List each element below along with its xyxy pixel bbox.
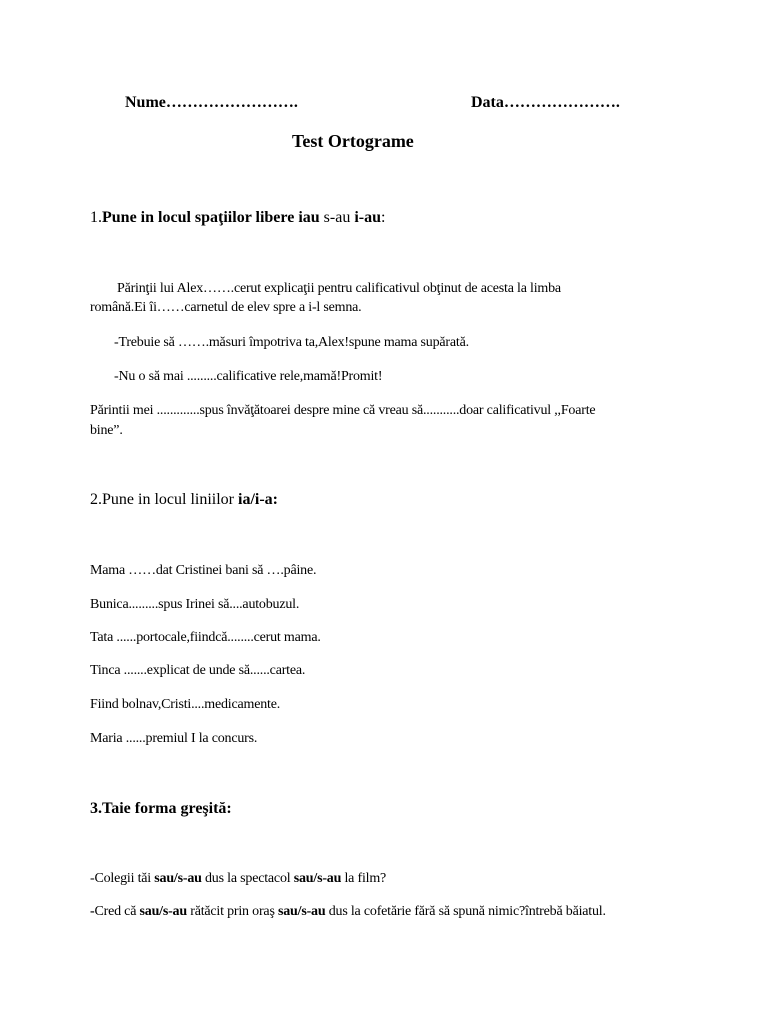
- section1-heading: [90, 209, 385, 227]
- choice-sau-s-au: sau/s-au: [154, 871, 202, 886]
- exercise3-line1: [90, 871, 386, 887]
- exercise1-line4: -Nu o să mai .........calificative rele,mamă!Promit!: [114, 369, 383, 384]
- name-blank: …………………….: [165, 94, 298, 111]
- exercise3-text: rătăcit prin oraş: [186, 904, 278, 919]
- exercise2-line: Tinca .......explicat de unde să......cartea.: [90, 663, 306, 678]
- exercise2-line: Tata ......portocale,fiindcă........cerut mama.: [90, 630, 321, 645]
- exercise2-line: Mama ……dat Cristinei bani să ….pâine.: [90, 563, 317, 578]
- exercise3-line2: [90, 904, 606, 920]
- option-s-au: s-au: [319, 209, 355, 226]
- exercise1-line5: Părintii mei .............spus învăţătoarei despre mine că vreau să...........doar calificativul ,,Foarte: [90, 403, 596, 418]
- choice-sau-s-au: sau/s-au: [278, 904, 326, 919]
- name-field: [125, 94, 298, 112]
- exercise2-line: Bunica.........spus Irinei să....autobuzul.: [90, 597, 300, 612]
- section1-number: 1.: [90, 209, 102, 226]
- exercise2-line: Maria ......premiul I la concurs.: [90, 731, 258, 746]
- exercise3-text: Cred că: [94, 904, 140, 919]
- section3-heading: 3.Taie forma greşită:: [90, 800, 232, 817]
- exercise1-line2: română.Ei îi……carnetul de elev spre a i-l semna.: [90, 300, 362, 315]
- date-field: [471, 94, 620, 112]
- section2-title: 2.Pune in locul liniilor: [90, 491, 238, 508]
- option-i-au: i-au: [354, 209, 381, 226]
- section2-heading: [90, 491, 278, 509]
- exercise3-dash: -: [90, 904, 95, 919]
- exercise1-line3: -Trebuie să …….măsuri împotriva ta,Alex!spune mama supărată.: [114, 335, 469, 350]
- date-blank: ………………….: [503, 94, 620, 111]
- page-title: Test Ortograme: [292, 131, 414, 151]
- date-label: Data: [471, 94, 504, 111]
- choice-sau-s-au: sau/s-au: [293, 871, 342, 886]
- option-iau: iau: [298, 209, 320, 226]
- exercise3-text: dus la spectacol: [201, 871, 294, 886]
- section1-title: Pune in locul spaţiilor libere: [102, 209, 299, 226]
- exercise3-text: -Colegii tăi: [90, 871, 155, 886]
- exercise1-line6: bine”.: [90, 423, 123, 438]
- section1-colon: :: [380, 209, 386, 226]
- name-label: Nume: [125, 94, 166, 111]
- choice-sau-s-au: sau/s-au: [139, 904, 187, 919]
- exercise2-line: Fiind bolnav,Cristi....medicamente.: [90, 697, 281, 712]
- exercise1-line1: Părinţii lui Alex…….cerut explicaţii pentru calificativul obţinut de acesta la limba: [117, 281, 561, 296]
- exercise3-text: dus la cofetărie fără să spună nimic?întrebă băiatul.: [325, 904, 606, 919]
- section2-options: ia/i-a:: [238, 491, 278, 508]
- exercise3-text: la film?: [341, 871, 387, 886]
